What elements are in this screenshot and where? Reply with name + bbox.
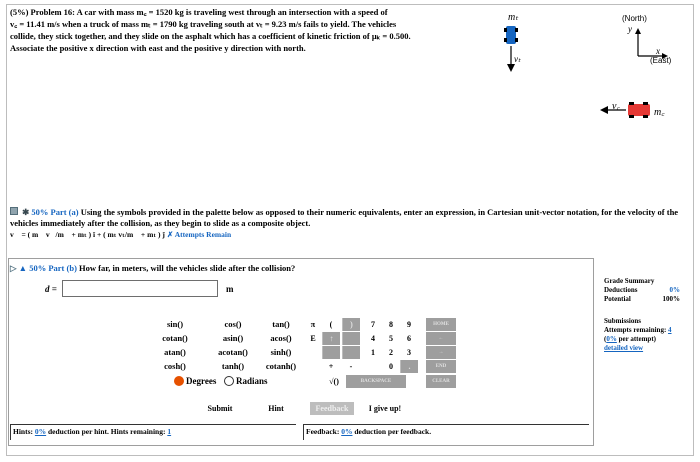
backspace-button[interactable]: BACKSPACE (346, 375, 406, 388)
key-0[interactable]: 0 (382, 360, 400, 373)
cosh-button[interactable]: cosh() (164, 361, 186, 371)
minus-button[interactable]: - (349, 362, 353, 371)
blank-button-2[interactable] (322, 346, 340, 359)
acos-button[interactable]: acos() (270, 333, 292, 343)
deductions-value: 0% (669, 286, 680, 294)
key-6[interactable]: 6 (400, 332, 418, 345)
hints-text: deduction per hint. Hints remaining: (48, 427, 166, 436)
problem-line-3: collide, they stick together, and they slide on the asphalt which has a coefficient of kinetic friction of μₖ = 0.500. (10, 31, 411, 41)
right-arrow-button[interactable]: → (426, 346, 456, 359)
key-8[interactable]: 8 (382, 318, 400, 331)
cos-button[interactable]: cos() (224, 319, 242, 329)
y-axis-label: y (628, 24, 632, 34)
truck-icon (504, 26, 518, 44)
car-icon (628, 102, 650, 118)
feedback-label: Feedback: (306, 427, 340, 436)
problem-points: (5%) (10, 7, 29, 17)
feedback-button[interactable]: Feedback (310, 402, 354, 415)
left-paren-button[interactable]: ( (329, 320, 333, 329)
key-7[interactable]: 7 (364, 318, 382, 331)
part-a-answer: v⃗ = ( m꜀ v꜀/m꜀ + mₜ ) î + ( mₜ vₜ/m꜀ + mₜ ) ĵ (10, 230, 165, 239)
truck-velocity-label: vₜ (514, 54, 521, 64)
pi-button[interactable]: π (310, 320, 316, 329)
end-button[interactable]: END (426, 360, 456, 373)
per-attempt-text: per attempt) (618, 335, 656, 343)
hint-button[interactable]: Hint (268, 404, 284, 413)
degrees-label: Degrees (186, 376, 217, 386)
sin-button[interactable]: sin() (166, 319, 184, 329)
clear-button[interactable]: CLEAR (426, 375, 456, 388)
blank-button-3[interactable] (342, 346, 360, 359)
key-3[interactable]: 3 (400, 346, 418, 359)
sqrt-button[interactable]: √() (329, 377, 339, 386)
part-a-attempts: ✗ Attempts Remain (166, 230, 232, 239)
degrees-option[interactable] (174, 376, 216, 386)
part-b-header (10, 263, 295, 274)
feedback-text: deduction per feedback. (354, 427, 432, 436)
potential-label: Potential (604, 295, 631, 303)
car-velocity-label: v꜀ (612, 101, 620, 112)
per-attempt-pct[interactable]: 0% (606, 335, 617, 343)
asin-button[interactable]: asin() (222, 333, 244, 343)
answer-unit: m (226, 284, 234, 294)
answer-label: d = (45, 284, 57, 294)
grade-summary (604, 277, 680, 304)
key-4[interactable]: 4 (364, 332, 382, 345)
submissions-title: Submissions (604, 317, 641, 325)
radians-radio[interactable] (224, 376, 234, 386)
truck-mass-label: mₜ (508, 12, 519, 23)
axes-icon (635, 28, 668, 59)
key-9[interactable]: 9 (400, 318, 418, 331)
hints-bar (10, 424, 296, 440)
tanh-button[interactable]: tanh() (221, 361, 245, 371)
x-axis-label: x (656, 46, 660, 56)
radians-option[interactable] (224, 376, 268, 386)
key-2[interactable]: 2 (382, 346, 400, 359)
submit-button[interactable]: Submit (207, 404, 233, 413)
hints-label: Hints: (13, 427, 34, 436)
east-label: (East) (650, 56, 672, 65)
problem-line-1: A car with mass m꜀ = 1520 kg is traveling west through an intersection with a speed of (76, 7, 388, 17)
answer-input[interactable] (62, 280, 218, 297)
give-up-button[interactable]: I give up! (368, 404, 402, 413)
problem-line-4: Associate the positive x direction with east and the positive y direction with north. (10, 43, 306, 53)
feedback-pct[interactable]: 0% (341, 427, 353, 436)
part-a (10, 207, 685, 240)
part-a-lock-icon: ✱ (22, 207, 30, 217)
car-mass-label: m꜀ (654, 107, 665, 118)
right-paren-button[interactable]: ) (342, 318, 360, 331)
part-b-question: How far, in meters, will the vehicles slide after the collision? (79, 263, 296, 273)
part-b-arrow-icon[interactable]: ▷ (10, 263, 17, 273)
feedback-bar (303, 424, 589, 440)
detailed-view-link[interactable]: detailed view (604, 344, 644, 352)
part-a-tag: 50% Part (a) (31, 207, 79, 217)
decimal-button[interactable]: . (400, 360, 418, 373)
plus-button[interactable]: + (328, 362, 334, 371)
attempts-remaining-value[interactable]: 4 (668, 326, 672, 334)
radians-label: Radians (236, 376, 268, 386)
part-a-expand-icon[interactable] (10, 207, 18, 215)
submissions-panel: Submissions Attempts remaining: 4 (0% per attempt) detailed view (604, 317, 684, 353)
up-arrow-button[interactable]: ↑ (322, 332, 340, 345)
part-a-question: Using the symbols provided in the palette below as opposed to their numeric equivalents, enter an expression, in Cartesian unit-vector notation, for the velocity of the vehicles immediately after the collision, as they begin to slide as a composite object. (10, 207, 679, 228)
tan-button[interactable]: tan() (272, 319, 290, 329)
atan-button[interactable]: atan() (164, 347, 186, 357)
key-1[interactable]: 1 (364, 346, 382, 359)
problem-statement (10, 6, 480, 54)
acotan-button[interactable]: acotan() (218, 347, 248, 357)
home-button[interactable]: HOME (426, 318, 456, 331)
blank-button-1[interactable] (342, 332, 360, 345)
grade-summary-title: Grade Summary (604, 277, 655, 285)
problem-number: Problem 16: (30, 7, 76, 17)
north-label: (North) (622, 14, 647, 23)
cotanh-button[interactable]: cotanh() (265, 361, 297, 371)
cotan-button[interactable]: cotan() (162, 333, 188, 343)
hints-pct[interactable]: 0% (34, 427, 47, 436)
left-arrow-button[interactable]: ← (426, 332, 456, 345)
degrees-radio[interactable] (174, 376, 184, 386)
hints-remaining[interactable]: 1 (167, 427, 172, 436)
deductions-label: Deductions (604, 286, 638, 294)
problem-line-2: v꜀ = 11.41 m/s when a truck of mass mₜ = 1790 kg traveling south at vₜ = 9.23 m/s fails to yield. The vehicles (10, 19, 397, 29)
sinh-button[interactable]: sinh() (270, 347, 292, 357)
part-b-warning-icon: ▲ (18, 263, 28, 273)
key-5[interactable]: 5 (382, 332, 400, 345)
e-button[interactable]: E (310, 334, 316, 343)
potential-value: 100% (662, 295, 680, 303)
part-b-tag: 50% Part (b) (29, 263, 77, 273)
attempts-remaining-label: Attempts remaining: (604, 326, 667, 334)
